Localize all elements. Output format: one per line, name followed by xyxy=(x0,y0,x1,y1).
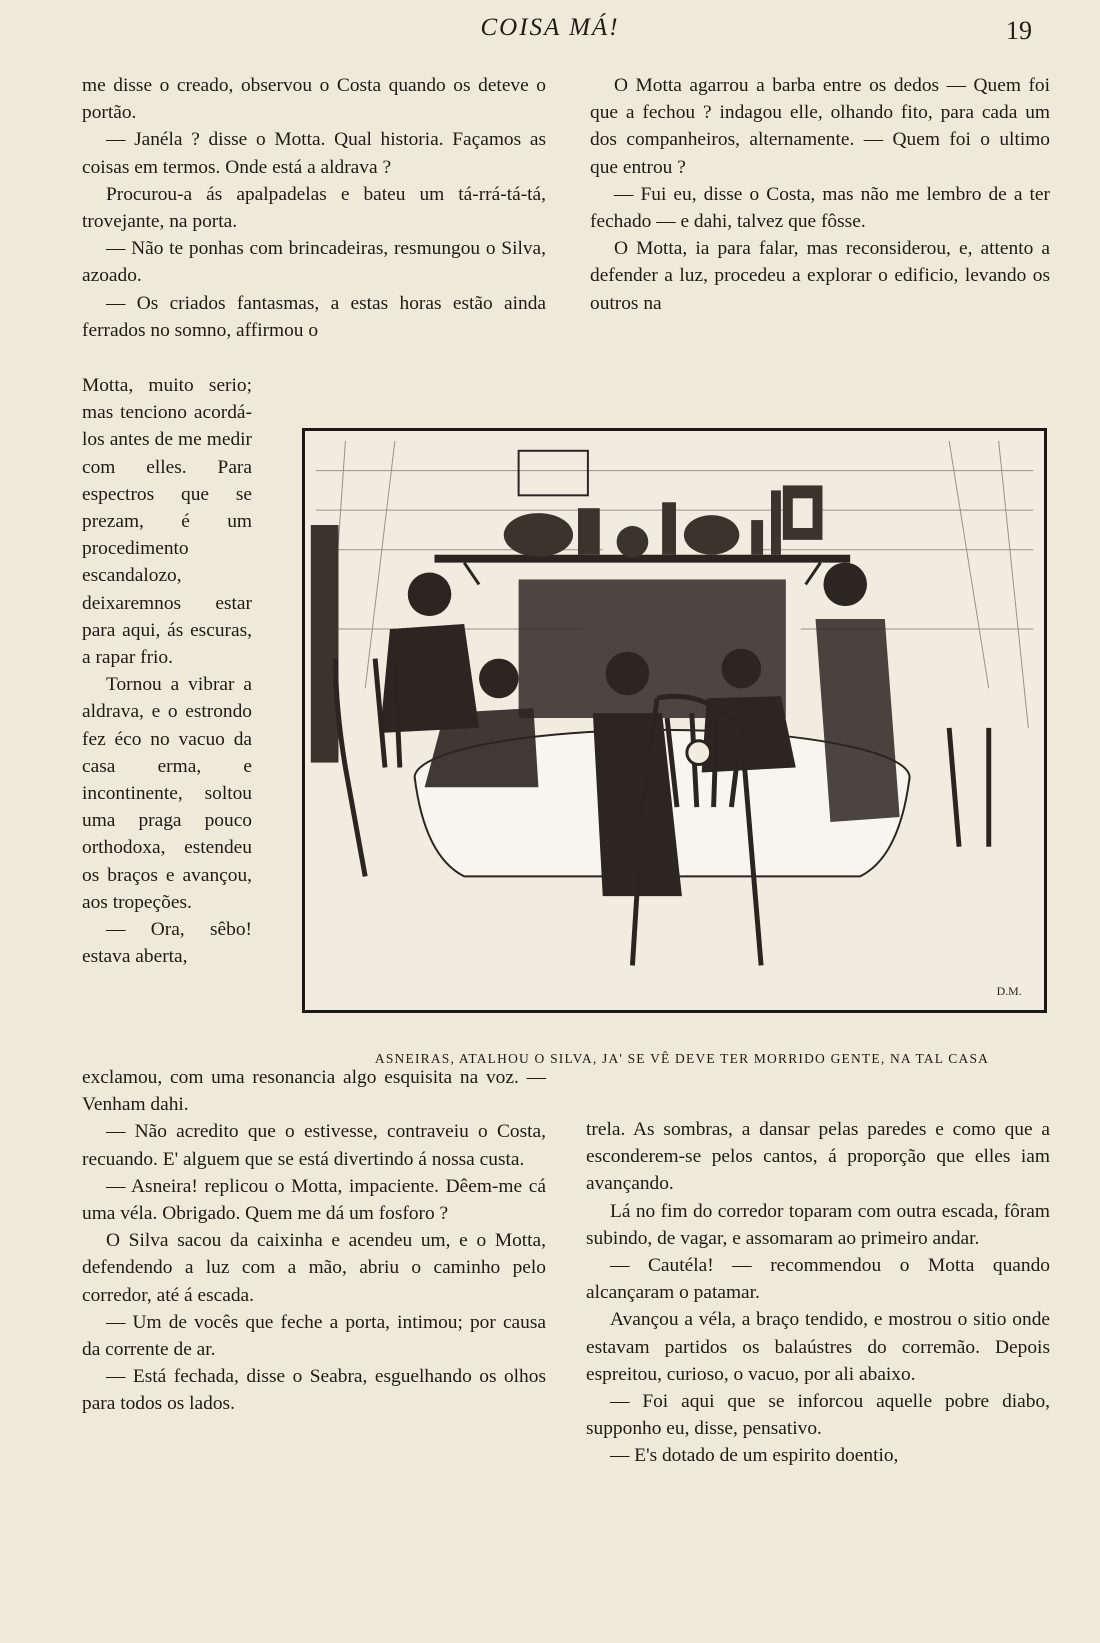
artist-signature: D.M. xyxy=(996,984,1022,999)
paragraph: — E's dotado de um espirito doentio, xyxy=(610,1445,899,1467)
left-column-bottom xyxy=(82,1064,546,1418)
paragraph: trela. As sombras, a dansar pelas paredes e como que a esconderem-se pelos cantos, á proporção que elles iam avançando. xyxy=(586,1119,1050,1195)
paragraph: — Está fechada, disse o Seabra, esguelhando os olhos para todos os lados. xyxy=(82,1366,546,1415)
paragraph: Avançou a véla, a braço tendido, e mostrou o sitio onde estavam partidos os balaústres do corremão. Depois espreitou, curioso, o vacuo, por ali abaixo. xyxy=(586,1309,1050,1385)
paragraph: Procurou-a ás apalpadelas e bateu um tá-rrá-tá-tá, trovejante, na porta. xyxy=(82,183,546,233)
paragraph: O Silva sacou da caixinha e acendeu um, e o Motta, defendendo a luz com a mão, abriu o caminho pelo corredor, até á escada. xyxy=(82,1230,546,1306)
page-number: 19 xyxy=(1006,16,1032,45)
illustration-caption: ASNEIRAS, ATALHOU O SILVA, JA' SE VÊ DEVE TER MORRIDO GENTE, NA TAL CASA xyxy=(374,1051,990,1066)
paragraph: O Motta, ia para falar, mas reconsiderou, e, attento a defender a luz, procedeu a explorar o edificio, levando os outros na xyxy=(590,238,1050,314)
left-column-narrow xyxy=(82,372,252,970)
paragraph: O Motta agarrou a barba entre os dedos — Quem foi que a fechou ? indagou elle, olhando fito, para cada um dos companheiros, alternamente. — Quem foi o ultimo que entrou ? xyxy=(590,75,1050,178)
paragraph: — Os criados fantasmas, a estas horas estão ainda ferrados no somno, affirmou o xyxy=(82,292,546,341)
right-column-top xyxy=(590,72,1050,317)
left-column-top xyxy=(82,72,546,344)
paragraph: — Não acredito que o estivesse, contraveiu o Costa, recuando. E' alguem que se está divertindo á nossa custa. xyxy=(82,1121,546,1170)
paragraph: — Foi aqui que se inforcou aquelle pobre diabo, supponho eu, disse, pensativo. xyxy=(586,1391,1050,1440)
paragraph: — Ora, sêbo! estava aberta, xyxy=(82,919,252,968)
paragraph: — Fui eu, disse o Costa, mas não me lembro de a ter fechado — e dahi, talvez que fôsse. xyxy=(590,183,1050,233)
paragraph: — Não te ponhas com brincadeiras, resmungou o Silva, azoado. xyxy=(82,238,546,287)
paragraph: me disse o creado, observou o Costa quando os deteve o portão. xyxy=(82,75,546,124)
paragraph: exclamou, com uma resonancia algo esquisita na voz. — Venham dahi. xyxy=(82,1067,546,1116)
illustration xyxy=(302,428,1047,1013)
paragraph: — Um de vocês que feche a porta, intimou; por causa da corrente de ar. xyxy=(82,1311,546,1361)
paragraph: — Cautéla! — recommendou o Motta quando alcançaram o patamar. xyxy=(586,1255,1050,1304)
paragraph: Motta, muito serio; mas tenciono acordá-los antes de me medir com elles. Para espectros que se prezam, é um procedimento escandalozo, deixaremnos estar para aqui, ás escuras, a rapar frio. xyxy=(82,375,252,669)
illustration-drawing xyxy=(305,431,1044,1010)
right-column-bottom xyxy=(586,1116,1050,1470)
paragraph: Tornou a vibrar a aldrava, e o estrondo fez éco no vacuo da casa erma, e incontinente, soltou uma praga pouco orthodoxa, estendeu os braços e avançou, aos tropeções. xyxy=(82,674,252,913)
paragraph: — Asneira! replicou o Motta, impaciente. Dêem-me cá uma véla. Obrigado. Quem me dá um fosforo ? xyxy=(82,1175,546,1225)
paragraph: Lá no fim do corredor toparam com outra escada, fôram subindo, de vagar, e assomaram ao primeiro andar. xyxy=(586,1200,1050,1249)
paragraph: — Janéla ? disse o Motta. Qual historia. Façamos as coisas em termos. Onde está a aldrava ? xyxy=(82,129,546,178)
running-title: COISA MÁ! xyxy=(480,14,620,41)
